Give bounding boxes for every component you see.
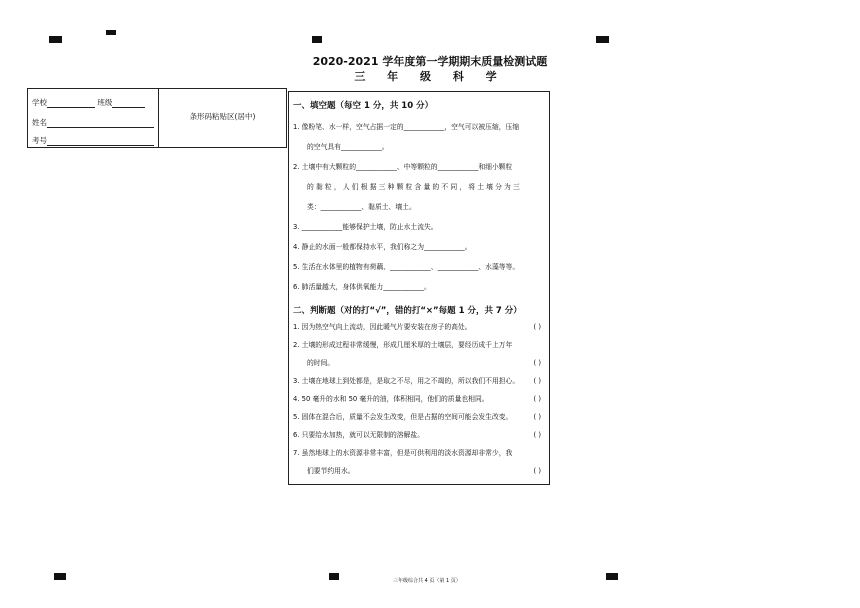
exam-subject: 三 年 级 科 学	[354, 70, 506, 83]
page-footer: 三年级综合共 4 页（第 1 页）	[393, 578, 461, 584]
school-class-row	[32, 97, 145, 108]
registration-mark	[49, 36, 62, 43]
section-1-heading: 一、填空题（每空 1 分，共 10 分）	[293, 101, 434, 111]
judge-text: 的时间。	[307, 359, 335, 367]
barcode-area: 条形码粘贴区(居中)	[189, 112, 256, 121]
registration-mark	[329, 573, 339, 580]
school-label: 学校	[32, 98, 47, 107]
registration-mark	[106, 30, 116, 35]
question-line: 的 黏 粒 ， 人 们 根 据 三 种 颗 粒 含 量 的 不 同 ， 将 土 壤 分 为 三	[307, 183, 520, 191]
name-field[interactable]	[47, 120, 154, 128]
answer-paren[interactable]: ( )	[533, 323, 541, 331]
judge-text: 们要节约用水。	[307, 467, 355, 475]
judge-line	[307, 359, 545, 367]
question-line: 4. 静止的水面一般都保持水平，我们称之为____________。	[293, 243, 472, 251]
registration-mark	[54, 573, 66, 580]
student-info-fields	[28, 89, 159, 147]
question-line: 2. 土壤中有大颗粒的____________、中等颗粒的____________和细小颗粒	[293, 163, 513, 171]
question-line: 5. 生活在水体里的植物有荷藕、____________、____________、水藻等等。	[293, 263, 520, 271]
judge-text: 6. 只要给水加热，就可以无限制的溶解盐。	[293, 431, 424, 439]
judge-line	[293, 431, 545, 439]
answer-paren[interactable]: ( )	[533, 467, 541, 475]
answer-paren[interactable]: ( )	[533, 377, 541, 385]
judge-text: 1. 因为热空气向上流动，因此暖气片要安装在房子的高处。	[293, 323, 472, 331]
section-2-heading: 二、判断题（对的打“√”，错的打“×”每题 1 分，共 7 分）	[293, 306, 522, 316]
judge-line: 2. 土壤的形成过程非常缓慢，形成几厘米厚的土壤层，要经历成千上万年	[293, 341, 513, 349]
judge-line	[293, 377, 545, 385]
question-line: 类：____________、黏质土、壤土。	[307, 203, 416, 211]
answer-paren[interactable]: ( )	[533, 413, 541, 421]
name-label: 姓名	[32, 118, 47, 127]
judge-text: 5. 固体在混合后，质量不会发生改变，但是占据的空间可能会发生改变。	[293, 413, 513, 421]
class-label: 班级	[97, 98, 113, 107]
answer-paren[interactable]: ( )	[533, 395, 541, 403]
class-field[interactable]	[112, 100, 145, 108]
judge-line: 7. 虽然地球上的水资源非常丰富，但是可供利用的淡水资源却非常少，我	[293, 449, 513, 457]
judge-line	[293, 323, 545, 331]
registration-mark	[312, 36, 322, 43]
question-paper	[288, 91, 550, 485]
school-field[interactable]	[47, 100, 95, 108]
exam-title: 2020-2021 学年度第一学期期末质量检测试题	[312, 55, 548, 68]
judge-line	[293, 395, 545, 403]
exam-no-label: 考号	[32, 136, 47, 145]
judge-line	[307, 467, 545, 475]
question-line: 3. ____________能够保护土壤，防止水土流失。	[293, 223, 438, 231]
name-row	[32, 117, 154, 128]
judge-line	[293, 413, 545, 421]
exam-no-field[interactable]	[47, 138, 154, 146]
registration-mark	[606, 573, 618, 580]
answer-paren[interactable]: ( )	[533, 359, 541, 367]
registration-mark	[596, 36, 609, 43]
question-line: 6. 肺活量越大，身体供氧能力____________。	[293, 283, 431, 291]
question-line: 的空气具有____________。	[307, 143, 389, 151]
judge-text: 3. 土壤在地球上到处都是，是取之不尽，用之不竭的，所以我们不用担心。	[293, 377, 520, 385]
judge-text: 4. 50 毫升的水和 50 毫升的油，体积相同，他们的质量也相同。	[293, 395, 489, 403]
question-line: 1. 像粉笔、水一样，空气占据一定的____________，空气可以被压缩，压缩	[293, 123, 520, 131]
student-info-box	[27, 88, 287, 148]
answer-paren[interactable]: ( )	[533, 431, 541, 439]
exam-no-row	[32, 135, 154, 146]
